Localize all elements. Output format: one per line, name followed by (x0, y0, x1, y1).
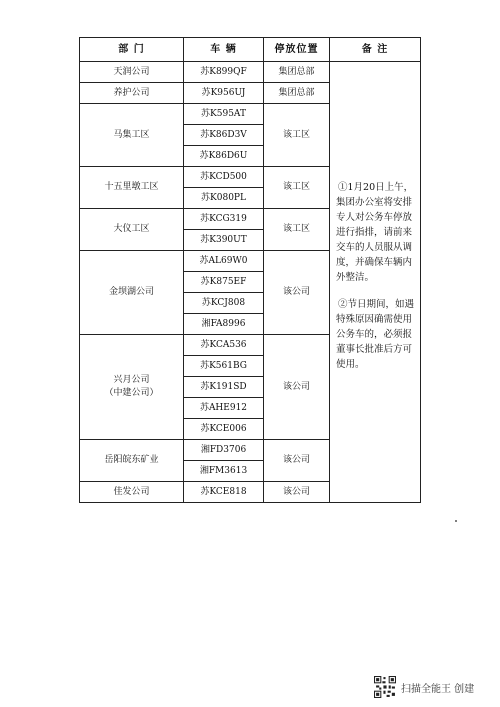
vehicle-plate: 苏KCA536 (184, 335, 264, 356)
parking-location: 该工区 (264, 209, 330, 251)
parking-location: 该公司 (264, 251, 330, 335)
dept-alias: （中建公司） (104, 388, 159, 398)
remark-paragraph: ①1月20日上午，集团办公室将安排专人对公务车停放进行指排，请前来交车的人员服从调度，并确保车辆内外整洁。 (336, 182, 414, 283)
parking-location: 该公司 (264, 440, 330, 482)
dept-cell (80, 335, 184, 440)
dept-cell (80, 62, 184, 83)
dept-name: 十五里墩工区 (104, 182, 159, 192)
dept-cell (80, 83, 184, 104)
dept-name: 养护公司 (113, 87, 150, 98)
dept-cell (80, 209, 184, 251)
vehicle-plate: 苏KCE818 (184, 482, 264, 503)
dept-cell (80, 251, 184, 335)
dept-name: 马集工区 (113, 129, 150, 140)
vehicle-plate: 苏K86D3V (184, 125, 264, 146)
header-remarks: 备 注 (330, 38, 421, 62)
scan-speck (455, 520, 457, 522)
parking-location: 集团总部 (264, 62, 330, 83)
header-dept: 部 门 (80, 38, 184, 62)
vehicle-plate: 苏K191SD (184, 377, 264, 398)
header-vehicle: 车 辆 (184, 38, 264, 62)
vehicle-plate: 苏K86D6U (184, 146, 264, 167)
parking-location: 该公司 (264, 335, 330, 440)
parking-location: 该工区 (264, 104, 330, 167)
parking-location: 该工区 (264, 167, 330, 209)
table-header-row (80, 38, 421, 62)
dept-cell (80, 482, 184, 503)
dept-name: 天润公司 (113, 66, 150, 77)
vehicle-plate: 湘FA8996 (184, 314, 264, 335)
scanner-watermark (374, 676, 474, 698)
remark-paragraph: ②节日期间，如遇特殊原因确需使用公务车的，必须报董事长批准后方可使用。 (336, 299, 415, 370)
parking-location: 集团总部 (264, 83, 330, 104)
dept-cell (80, 104, 184, 167)
vehicle-plate: 苏K390UT (184, 230, 264, 251)
vehicle-plate: 苏K080PL (184, 188, 264, 209)
vehicle-plate: 苏K875EF (184, 272, 264, 293)
vehicle-plate: 湘FM3613 (184, 461, 264, 482)
dept-name: 岳阳皖东矿业 (104, 455, 159, 465)
vehicle-plate: 湘FD3706 (184, 440, 264, 461)
qr-code-icon (374, 676, 396, 698)
vehicle-parking-table (79, 37, 421, 503)
parking-location: 该公司 (264, 482, 330, 503)
vehicle-plate: 苏K956UJ (184, 83, 264, 104)
watermark-text: 扫描全能王 创建 (401, 683, 475, 695)
vehicle-plate: 苏AL69W0 (184, 251, 264, 272)
dept-name: 金坝湖公司 (108, 287, 154, 297)
remarks-cell (330, 62, 421, 503)
dept-name: 佳发公司 (113, 486, 150, 497)
vehicle-plate: 苏K595AT (184, 104, 264, 125)
dept-cell (80, 440, 184, 482)
vehicle-plate: 苏K899QF (184, 62, 264, 83)
vehicle-plate: 苏KCE006 (184, 419, 264, 440)
vehicle-plate: 苏KCJ808 (184, 293, 264, 314)
dept-name: 大仪工区 (113, 224, 150, 234)
vehicle-plate: 苏K561BG (184, 356, 264, 377)
vehicle-plate: 苏KCG319 (184, 209, 264, 230)
header-location: 停放位置 (264, 38, 330, 62)
vehicle-plate: 苏AHE912 (184, 398, 264, 419)
dept-cell (80, 167, 184, 209)
dept-name: 兴月公司 (113, 375, 150, 385)
table-row (80, 62, 421, 83)
vehicle-plate: 苏KCD500 (184, 167, 264, 188)
